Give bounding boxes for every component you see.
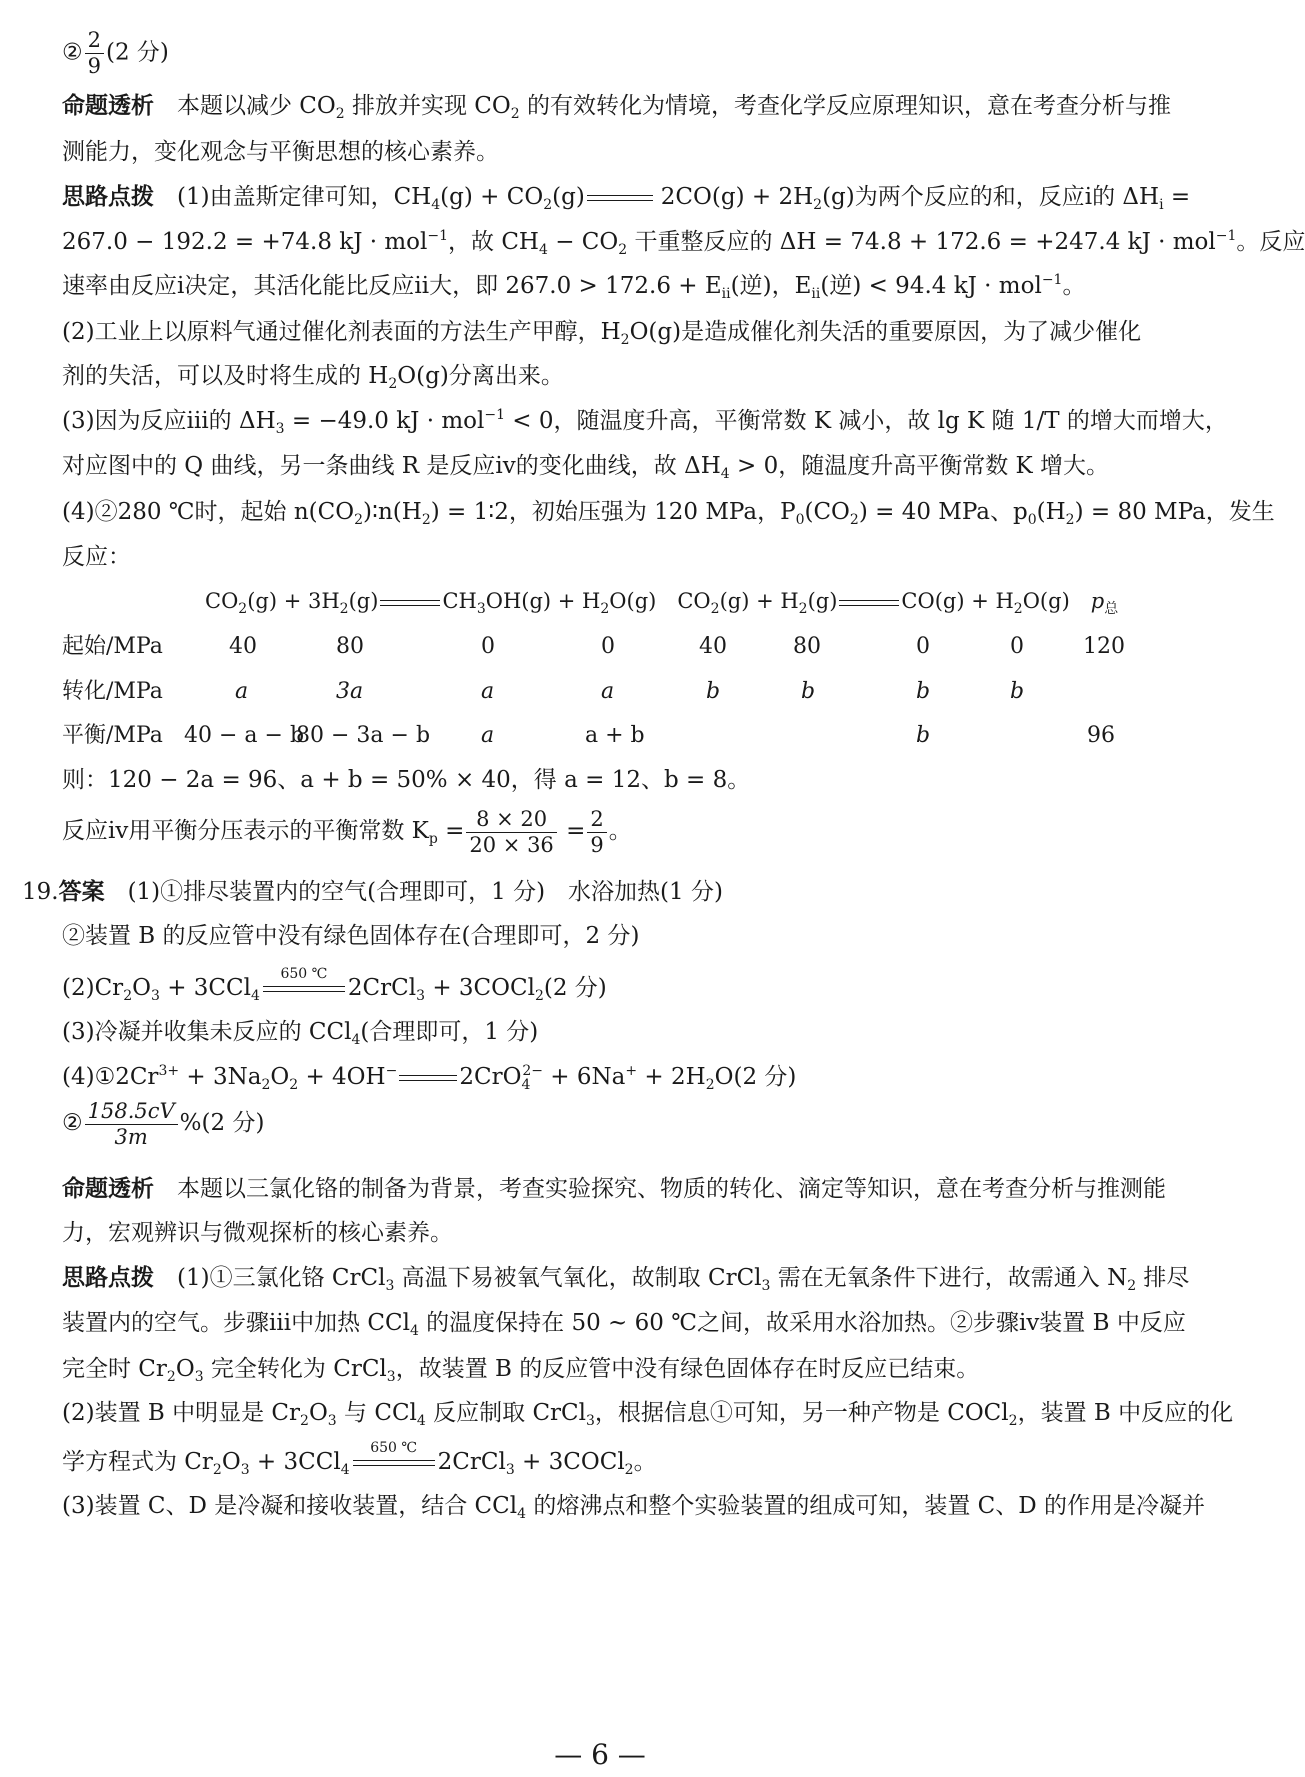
- text-line: 对应图中的 Q 曲线，另一条曲线 R 是反应ⅳ的变化曲线，故 $\Delta H_4 > 0$，随温度升高平衡常数 K 增大。: [62, 453, 1110, 482]
- text-line: 则：120 − 2a = 96、a + b = 50% × 40，得 a = 12、b = 8。: [62, 767, 751, 793]
- solution-hint-2: 思路点拨 (1)①三氯化铬 CrCl$_3$ 高温下易被氧气氧化，故制取 CrCl$_3$ 需在无氧条件下进行，故需通入 $N_2$ 排尽: [62, 1265, 1190, 1294]
- table-cell: a + b: [585, 723, 645, 748]
- table-cell: 0: [601, 634, 615, 659]
- table-cell: 40 − a − b: [184, 723, 305, 748]
- table-cell: 96: [1087, 723, 1115, 748]
- text-line: 267.0 − 192.2 = +74.8 kJ · mol$^{-1}$，故 $CH_4 - CO_2$ 干重整反应的 ΔH = 74.8 + 172.6 = +247.4 kJ · mol$^{-1}$。反应: [62, 228, 1305, 258]
- text-line: (2)工业上以原料气通过催化剂表面的方法生产甲醇，$H_2O(g)$是造成催化剂失活的重要原因，为了减少催化: [62, 319, 1142, 348]
- table-cell: 80 − 3a − b: [296, 723, 431, 748]
- table-cell: a: [481, 679, 495, 704]
- equilibrium-arrow: [839, 598, 899, 608]
- table-cell: 3a: [336, 679, 364, 704]
- text-line: 反应：: [62, 544, 131, 570]
- text-line: ②装置 B 的反应管中没有绿色固体存在(合理即可，2 分): [62, 923, 640, 949]
- solution-hint-1: 思路点拨 (1)由盖斯定律可知，$CH_4(g) + CO_2(g) 2CO(g) + 2H_2(g)$为两个反应的和，反应ⅰ的 $\Delta H_ⅰ$ =: [62, 184, 1191, 213]
- table-cell: 0: [1010, 634, 1024, 659]
- fraction: $\frac{158.5cV}{3m}$: [85, 1101, 178, 1148]
- table-cell: 0: [916, 634, 930, 659]
- proposition-analysis-2: 命题透析 本题以三氯化铬的制备为背景，考查实验探究、物质的转化、滴定等知识，意在考查分析与推测能: [62, 1176, 1166, 1202]
- heating-condition-arrow: 650 ℃: [353, 1457, 435, 1469]
- table-cell: a: [601, 679, 615, 704]
- text-line: (2)装置 B 中明显是 $Cr_2O_3$ 与 CCl$_4$ 反应制取 CrCl$_3$，根据信息①可知，另一种产物是 COCl$_2$，装置 B 中反应的化: [62, 1400, 1234, 1429]
- table-cell: b: [801, 679, 816, 704]
- text-line: 速率由反应ⅰ决定，其活化能比反应ⅱ大，即 $267.0 > 172.6 + E_ⅱ$(逆)，$E_ⅱ$(逆) < 94.4 kJ · mol$^{-1}$。: [62, 272, 1086, 302]
- reaction-equations: $CO_2(g) + 3H_2(g) CH_3OH(g) + H_2O(g)$ $CO_2(g) + H_2(g) CO(g) + H_2O(g)$ $p_总$: [205, 589, 1119, 617]
- row-label: 转化/MPa: [62, 679, 163, 704]
- text-line: (3)装置 C、D 是冷凝和接收装置，结合 CCl$_4$ 的熔沸点和整个实验装置的组成可知，装置 C、D 的作用是冷凝并: [62, 1493, 1206, 1522]
- equals-sign: [399, 1073, 457, 1083]
- fraction: $\frac{8 \times 20}{20 \times 36}$: [466, 809, 556, 856]
- text-line: (3)因为反应ⅲ的 $\Delta H_3 = -49.0$ kJ · mol$^{-1}$ < 0，随温度升高，平衡常数 K 减小，故 lg K 随 1/T 的增大而增大，: [62, 407, 1228, 437]
- fraction: $\frac{2}{9}$: [85, 30, 104, 77]
- table-cell: 0: [481, 634, 495, 659]
- table-cell: b: [706, 679, 721, 704]
- table-cell: 40: [699, 634, 727, 659]
- table-cell: 80: [793, 634, 821, 659]
- text-line: (3)冷凝并收集未反应的 CCl$_4$(合理即可，1 分): [62, 1019, 539, 1048]
- answer-line-fraction: ② $\frac{2}{9}$ (2 分): [62, 28, 169, 78]
- row-label: 起始/MPa: [62, 634, 163, 659]
- table-cell: b: [916, 723, 931, 748]
- kp-formula: 反应ⅳ用平衡分压表示的平衡常数 $K_p$ = $\frac{8 \times 20}{20 \times 36}$ = $\frac{2}{9}$ 。: [62, 806, 632, 857]
- equilibrium-arrow: [587, 193, 659, 203]
- table-cell: a: [481, 723, 495, 748]
- equilibrium-arrow: [380, 598, 440, 608]
- page-number: — 6 —: [554, 1738, 646, 1771]
- equation-line: $(2)Cr_2O_3 + 3CCl_4$ 650 ℃ 2CrCl$_3$ + 3COCl$_2$(2 分): [62, 966, 607, 1004]
- text-line: 完全时 $Cr_2O_3$ 完全转化为 CrCl$_3$，故装置 B 的反应管中没有绿色固体存在时反应已结束。: [62, 1356, 980, 1385]
- text-line: 测能力，变化观念与平衡思想的核心素养。: [62, 139, 499, 165]
- equation-line: 学方程式为 $Cr_2O_3 + 3CCl_4$ 650 ℃ 2CrCl$_3$ + 3COCl$_2$。: [62, 1440, 657, 1478]
- text-line: 装置内的空气。步骤ⅲ中加热 CCl$_4$ 的温度保持在 50 ~ 60 ℃之间，故采用水浴加热。②步骤ⅳ装置 B 中反应: [62, 1310, 1186, 1339]
- table-cell: 80: [336, 634, 364, 659]
- row-label: 平衡/MPa: [62, 723, 163, 748]
- text-line: 力，宏观辨识与微观探析的核心素养。: [62, 1220, 453, 1246]
- heating-condition-arrow: 650 ℃: [263, 983, 345, 995]
- table-cell: a: [235, 679, 249, 704]
- table-cell: b: [1010, 679, 1025, 704]
- text-line: 剂的失活，可以及时将生成的 $H_2O(g)$分离出来。: [62, 363, 564, 392]
- text-line: (4)②280 ℃时，起始 $n(CO_2)∶n(H_2)$ = 1∶2，初始压强为 120 MPa，$P_0(CO_2) = 40$ MPa、$p_0(H_2) = 80$ MPa，发生: [62, 499, 1275, 528]
- answer-line-fraction: ② $\frac{158.5cV}{3m}$ %(2 分): [62, 1098, 265, 1149]
- fraction: $\frac{2}{9}$: [587, 809, 606, 856]
- table-cell: b: [916, 679, 931, 704]
- proposition-analysis-1: 命题透析 本题以减少 $CO_2$ 排放并实现 $CO_2$ 的有效转化为情境，考查化学反应原理知识，意在考查分析与推: [62, 93, 1171, 122]
- table-cell: 120: [1083, 634, 1125, 659]
- ionic-equation: $(4)①2Cr^{3+} + 3Na_2O_2 + 4OH^-$ $2CrO_4^{2-} + 6Na^+ + 2H_2O(2$ 分): [62, 1063, 797, 1093]
- question-19-answer: 19.答案 (1)①排尽装置内的空气(合理即可，1 分) 水浴加热(1 分): [22, 879, 723, 905]
- table-cell: 40: [229, 634, 257, 659]
